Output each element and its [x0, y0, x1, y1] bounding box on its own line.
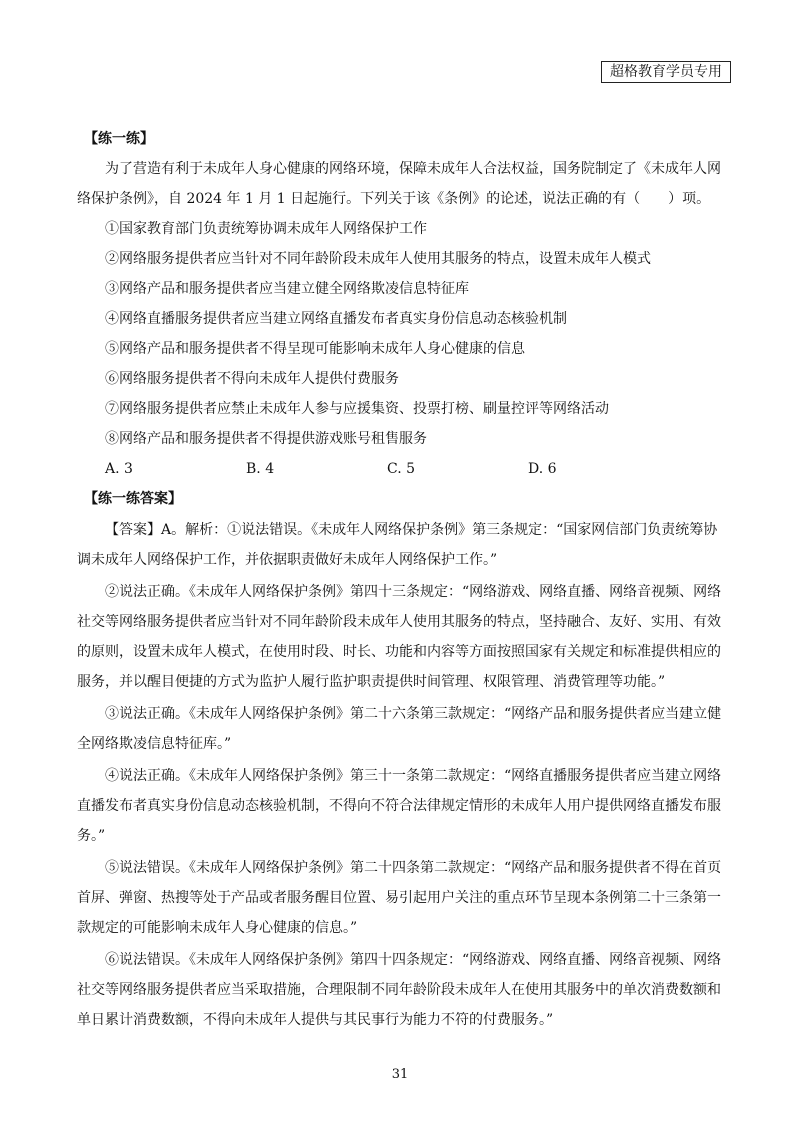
question-stem: 为了营造有利于未成年人身心健康的网络环境，保障未成年人合法权益，国务院制定了《未成年人网络保护条例》，自 2024 年 1 月 1 日起施行。下列关于该《条例》的论述，说法正确的有（ ）项。	[77, 161, 721, 207]
statement-item: ③网络产品和服务提供者应当建立健全网络欺凌信息特征库	[105, 281, 469, 297]
page-content	[77, 124, 727, 1035]
statement-item: ⑦网络服务提供者应禁止未成年人参与应援集资、投票打榜、刷量控评等网络活动	[105, 401, 609, 417]
statement-item: ⑧网络产品和服务提供者不得提供游戏账号租售服务	[105, 431, 427, 447]
choice-a: A. 3	[105, 461, 133, 477]
header-tag: 超格教育学员专用	[601, 61, 731, 83]
exercise-title: 【练一练】	[84, 131, 154, 147]
answer-paragraph: ⑤说法错误。《未成年人网络保护条例》第二十四条第二款规定：“网络产品和服务提供者不得在首页首屏、弹窗、热搜等处于产品或者服务醒目位置、易引起用户关注的重点环节呈现本条例第二十三条第一款规定的可能影响未成年人身心健康的信息。”	[77, 860, 722, 936]
answer-paragraph: 【答案】A。解析：①说法错误。《未成年人网络保护条例》第三条规定：“国家网信部门负责统筹协调未成年人网络保护工作，并依据职责做好未成年人网络保护工作。”	[77, 522, 718, 568]
answer-paragraph: ⑥说法错误。《未成年人网络保护条例》第四十四条规定：“网络游戏、网络直播、网络音视频、网络社交等网络服务提供者应当采取措施，合理限制不同年龄阶段未成年人在使用其服务中的单次消费数额和单日累计消费数额，不得向未成年人提供与其民事行为能力不符的付费服务。”	[77, 952, 722, 1028]
page-number: 31	[391, 1067, 409, 1082]
choice-c: C. 5	[387, 461, 416, 477]
answer-paragraph: ④说法正确。《未成年人网络保护条例》第三十一条第二款规定：“网络直播服务提供者应当建立网络直播发布者真实身份信息动态核验机制，不得向不符合法律规定情形的未成年人用户提供网络直播发布服务。”	[77, 768, 722, 844]
answer-choices	[77, 454, 727, 484]
statement-item: ⑤网络产品和服务提供者不得呈现可能影响未成年人身心健康的信息	[105, 341, 525, 357]
answer-paragraph: ③说法正确。《未成年人网络保护条例》第二十六条第三款规定：“网络产品和服务提供者应当建立健全网络欺凌信息特征库。”	[77, 706, 722, 752]
answer-paragraph: ②说法正确。《未成年人网络保护条例》第四十三条规定：“网络游戏、网络直播、网络音视频、网络社交等网络服务提供者应当针对不同年龄阶段未成年人使用其服务的特点，坚持融合、友好、实用、有效的原则，设置未成年人模式，在使用时段、时长、功能和内容等方面按照国家有关规定和标准提供相应的服务，并以醒目便捷的方式为监护人履行监护职责提供时间管理、权限管理、消费管理等功能。”	[77, 584, 722, 690]
statement-item: ①国家教育部门负责统筹协调未成年人网络保护工作	[105, 221, 427, 237]
statement-item: ④网络直播服务提供者应当建立网络直播发布者真实身份信息动态核验机制	[105, 311, 567, 327]
choice-b: B. 4	[246, 461, 275, 477]
statement-item: ②网络服务提供者应当针对不同年龄阶段未成年人使用其服务的特点，设置未成年人模式	[105, 251, 651, 267]
answer-title: 【练一练答案】	[84, 491, 182, 507]
choice-d: D. 6	[528, 461, 557, 477]
statement-item: ⑥网络服务提供者不得向未成年人提供付费服务	[105, 371, 399, 387]
